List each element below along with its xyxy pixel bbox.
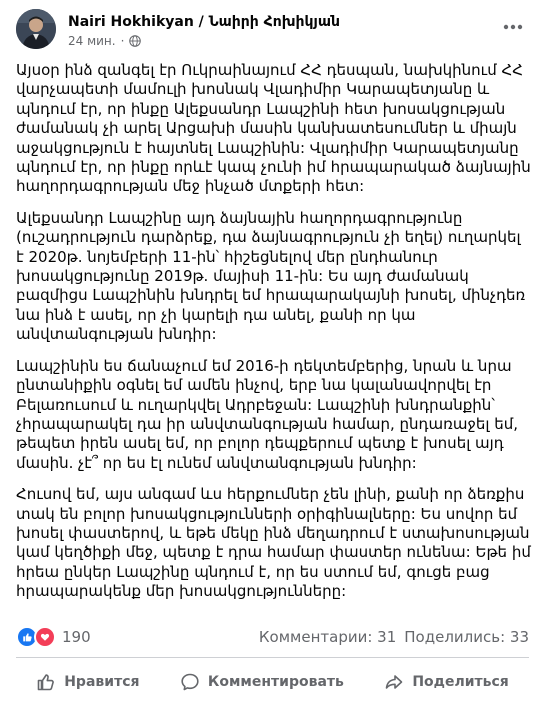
comment-button[interactable] [170,666,354,698]
post-paragraph: Այսօր ինձ զանգել էր Ուկրաինայում ՀՀ դեսպան, նախկինում ՀՀ վարչապետի մամուլի խոսնակ Վլադիմիր Կարապետյանը և պնդում էր, որ ինքը Ալեքսանդր Լապշինի հետ խոսակցության ժամանակ չի արել Արցախի մասին կանխատեսումներ և միայն աջակցություն է հայտնել Լապշինին: Վլադիմիր Կարապետյանը պնդում էր, որ ինքը որևէ կապ չունի իմ հրապարակած ձայնային հաղորդագրության մեջ ինչած մտքերի հետ: [16,61,531,196]
reaction-count[interactable]: 190 [62,628,91,646]
post-paragraph: Ալեքսանդր Լապշինը այդ ձայնային հաղորդագրությունը (ուշադրություն դարձրեք, դա ձայնագրություն չի եղել) ուղարկել է 2020թ. նոյեմբերի 11-ին՝ հիշեցնելով մեր ընդհանուր խոսակցությունը 2019թ. մայիսի 11-ին: Ես այդ ժամանակ բազմիցս Լապշինին խնդրել եմ հրապարակայնի խոսել, մինչդեռ նա ինձ է ասել, որ չի կարելի դա անել, քանի որ կա անվտանգության խնդիր: [16,208,526,344]
post-time[interactable]: 24 мин. [68,34,116,48]
share-button[interactable] [374,666,518,698]
actions-divider [16,657,529,658]
post-stats [259,628,529,646]
thumbs-up-icon [36,672,56,692]
author-name[interactable]: Nairi Hokhikyan / Նաիրի Հոխիկյան [68,14,341,30]
globe-icon [129,35,141,47]
love-reaction-icon [34,626,56,648]
post-paragraph: Հուսով եմ, այս անգամ ևս հերքումներ չեն լինի, քանի որ ձեռքիս տակ են բոլոր խոսակցությունների օրիգինալները: Ես սովոր եմ խոսել փաստերով, և եթե մեկը ինձ մեղադրում է ստախոսության կամ կեղծիքի մեջ, պետք է դրա համար փաստեր ունենա: Եթե իմ հրեա ընկեր Լապշինը պնդում է, որ ես ստում եմ, գուցե բաց հրապարակենք մեր խոսակցությունները: [16,485,531,601]
ellipsis-icon [503,24,523,30]
share-label: Поделиться [412,674,509,690]
post-body [16,61,531,614]
post-actions [16,664,529,700]
avatar-photo [16,9,56,49]
like-label: Нравится [64,674,140,690]
author-avatar[interactable] [16,9,56,49]
meta-separator: · [120,34,125,48]
comment-icon [180,672,200,692]
comment-label: Комментировать [207,674,344,690]
shares-count-link[interactable]: Поделились: 33 [404,628,529,646]
post-meta [68,34,141,48]
like-button[interactable] [26,666,149,698]
post-paragraph: Լապշինին ես ճանաչում եմ 2016-ի դեկտեմբերից, նրան և նրա ընտանիքին օգնել եմ ամեն ինչով, երբ նա կալանավորվել էր Բելառուսում և ուղարկվել Ադրբեջան: Լապշինի խնդրանքին՝ չհրապարակել դա իր անվտանգության համար, ընդառաջել եմ, թեպետ իրեն ասել եմ, որ բոլոր դեպքերում պետք է խոսել այդ մասին. չէ՞ որ ես էլ ունեմ անվտանգության խնդիր: [16,356,518,472]
more-options-button[interactable] [495,9,531,45]
reaction-icons[interactable] [16,626,52,648]
reactions-bar [16,626,529,648]
share-icon [384,672,404,692]
post-header [16,9,531,53]
comments-count-link[interactable]: Комментарии: 31 [258,628,397,646]
